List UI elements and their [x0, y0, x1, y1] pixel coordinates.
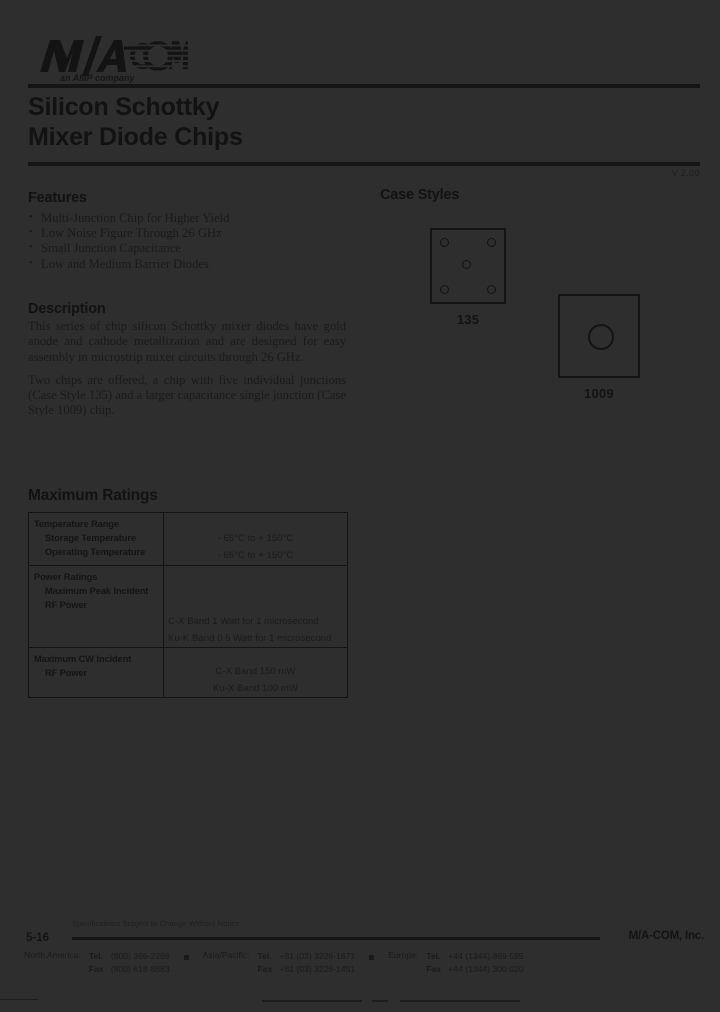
contact-region-label: North America: [24, 950, 81, 960]
logo-tagline-text: an AMP company [60, 73, 135, 83]
junction-pad-icon [462, 260, 471, 269]
table-cell-label [29, 566, 164, 648]
chip-diagram-135 [430, 228, 506, 304]
contact-tel-line [257, 950, 355, 963]
rating-label: Power Ratings [34, 572, 98, 582]
page-frame-mark [262, 1000, 362, 1002]
list-item: • Small Junction Capacitance [28, 241, 348, 256]
rating-sublabel: Storage Temperature [45, 533, 136, 543]
contact-fax-line [257, 963, 355, 976]
junction-pad-icon [440, 285, 449, 294]
rating-label: Temperature Range [34, 519, 119, 529]
page-title-line-1: Silicon Schottky [28, 93, 220, 121]
table-cell-value [164, 513, 348, 566]
table-cell-label [29, 648, 164, 698]
tel-number: +81 (03) 3226-1671 [279, 951, 356, 961]
rating-label: Maximum CW Incident [34, 654, 132, 664]
fax-label: Fax [88, 963, 104, 974]
table-row [29, 513, 348, 566]
junction-pad-icon [487, 285, 496, 294]
fax-label: Fax [426, 963, 442, 974]
list-item: • Low Noise Figure Through 26 GHz [28, 226, 348, 241]
description-paragraph: This series of chip silicon Schottky mixer diodes have gold anode and cathode metallization and are designed for easy assembly in microstrip mixer circuits through 26 GHz. [28, 319, 346, 364]
page-title [28, 92, 528, 152]
junction-pad-icon [487, 238, 496, 247]
features-list [28, 211, 348, 272]
rating-sublabel: RF Power [45, 668, 88, 678]
case-style-135 [430, 228, 506, 327]
tel-label: Tel. [257, 951, 272, 961]
rating-value: - 65°C to + 150°C [217, 550, 294, 561]
contact-region-label: Asia/Pacific: [202, 950, 250, 960]
junction-pad-icon [440, 238, 449, 247]
list-item: • Low and Medium Barrier Diodes [28, 257, 348, 272]
maximum-ratings-heading: Maximum Ratings [28, 487, 158, 504]
table-cell-value [164, 648, 348, 698]
case-style-label: 135 [456, 312, 480, 327]
header-rule-top [28, 84, 700, 88]
page-title-line-2: Mixer Diode Chips [28, 123, 243, 151]
table-row [29, 648, 348, 698]
rating-value: C-X Band 150 mW [215, 666, 296, 677]
contact-region-label: Europe: [388, 950, 419, 960]
rating-sublabel: RF Power [45, 600, 88, 610]
description-body [28, 319, 346, 419]
chip-diagram-1009 [558, 294, 640, 378]
case-styles-heading: Case Styles [380, 187, 460, 203]
separator-square-icon [184, 955, 189, 960]
page-number: 5-16 [26, 932, 50, 944]
footer-contacts [24, 950, 700, 975]
company-name: M/A-COM, Inc. [628, 930, 704, 942]
tel-number: +44 (1344) 869 595 [448, 951, 524, 961]
fax-number: +44 (1344) 300 020 [448, 963, 524, 974]
contact-fax-line [89, 963, 170, 976]
rating-value: Ku-X Band 100 mW [213, 683, 298, 694]
contact-fax-line [426, 963, 523, 976]
tel-number: (800) 366-2266 [110, 951, 170, 961]
features-heading: Features [28, 190, 87, 206]
page-frame-mark [400, 1000, 520, 1002]
contact-north-america [24, 950, 170, 975]
table-cell-value [164, 566, 348, 648]
rating-value: C-X Band 1 Watt for 1 microsecond [168, 616, 319, 627]
case-style-label: 1009 [583, 386, 615, 401]
table-cell-label [29, 513, 164, 566]
header-rule-bottom [28, 162, 700, 166]
macom-logo [38, 36, 188, 84]
junction-pad-icon [588, 324, 614, 350]
tel-label: Tel. [88, 951, 104, 961]
tel-label: Tel. [426, 951, 441, 961]
description-heading: Description [28, 301, 106, 317]
fax-number: (800) 618-8883 [110, 963, 170, 974]
page-frame-mark [372, 1000, 388, 1002]
fax-label: Fax [257, 963, 273, 974]
contact-asia-pacific [203, 950, 356, 975]
table-row [29, 566, 348, 648]
contact-tel-line [89, 950, 170, 963]
footer-disclaimer: Specifications Subject to Change Without Notice. [72, 919, 242, 928]
rating-value: - 65°C to + 150°C [217, 533, 294, 544]
fax-number: +81 (03) 3226-1451 [279, 963, 356, 974]
version-label: V 2.00 [671, 168, 700, 178]
description-paragraph: Two chips are offered, a chip with five individual junctions (Case Style 135) and a larger capacitance single junction (Case Style 1009) chip. [28, 372, 346, 418]
rating-sublabel: Operating Temperature [45, 547, 146, 557]
rating-value: Ku-K Band 0.5 Watt for 1 microsecond [168, 633, 332, 644]
maximum-ratings-table [28, 512, 348, 698]
contact-europe [388, 950, 523, 975]
list-item: • Multi-Junction Chip for Higher Yield [28, 211, 348, 226]
case-style-1009 [558, 294, 640, 401]
contact-tel-line [426, 950, 523, 963]
page-frame-mark [0, 999, 38, 1000]
rating-sublabel: Maximum Peak Incident [45, 586, 149, 596]
separator-square-icon [369, 955, 374, 960]
footer-rule [72, 937, 600, 940]
